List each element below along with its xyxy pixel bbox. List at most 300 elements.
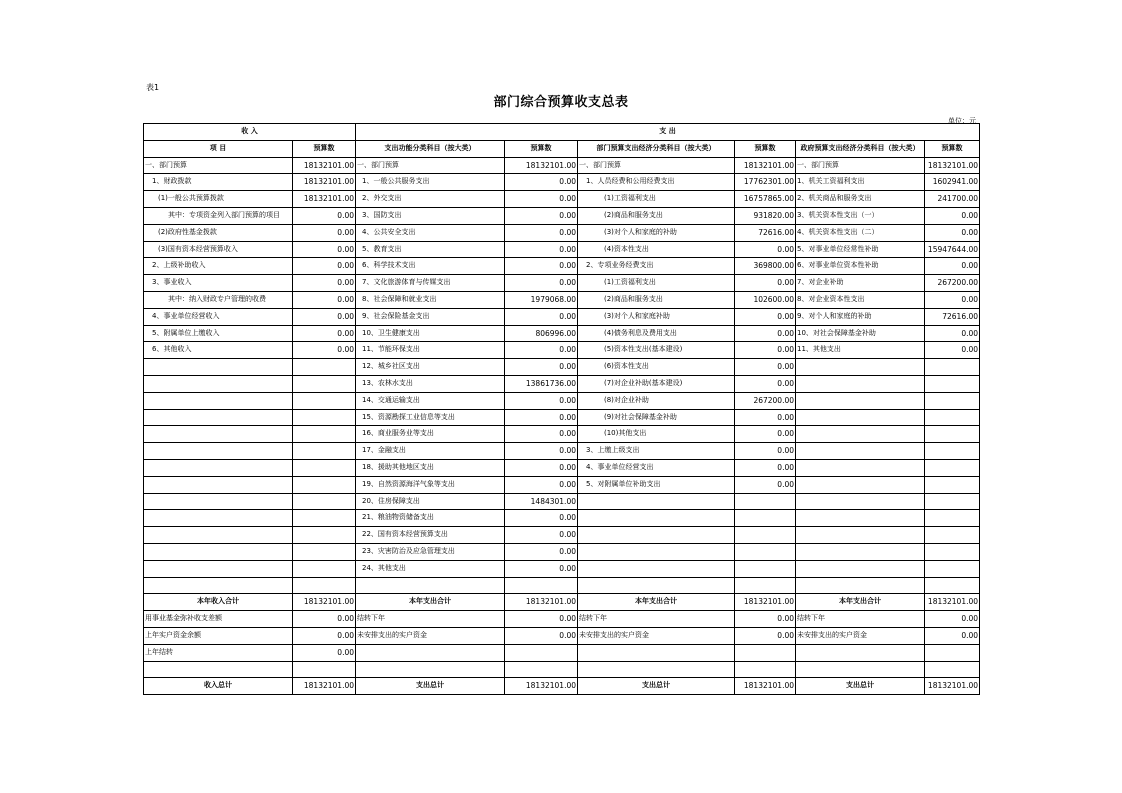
item-cell: (9)对社会保障基金补助 bbox=[578, 409, 735, 426]
amount-cell: 267200.00 bbox=[735, 392, 796, 409]
amount-cell bbox=[293, 392, 356, 409]
amount-cell: 0.00 bbox=[505, 476, 578, 493]
item-cell: 23、灾害防治及应急管理支出 bbox=[356, 543, 505, 560]
item-cell: 其中：专项资金列入部门预算的项目 bbox=[144, 207, 293, 224]
item-cell: 上年结转 bbox=[144, 644, 293, 661]
amount-cell: 1484301.00 bbox=[505, 493, 578, 510]
item-cell bbox=[144, 409, 293, 426]
table-row bbox=[144, 359, 980, 376]
amount-cell: 18132101.00 bbox=[293, 191, 356, 208]
item-cell bbox=[796, 577, 925, 594]
item-cell: 4、机关资本性支出（二） bbox=[796, 224, 925, 241]
item-cell: 支出总计 bbox=[796, 678, 925, 695]
item-cell bbox=[144, 392, 293, 409]
column-header-row bbox=[144, 140, 980, 157]
item-cell: 6、科学技术支出 bbox=[356, 258, 505, 275]
item-cell bbox=[796, 392, 925, 409]
amount-cell: 0.00 bbox=[505, 510, 578, 527]
table-row bbox=[144, 275, 980, 292]
amount-cell bbox=[925, 409, 980, 426]
item-cell: 本年收入合计 bbox=[144, 594, 293, 611]
table-row bbox=[144, 157, 980, 174]
item-cell bbox=[578, 577, 735, 594]
item-cell: 14、交通运输支出 bbox=[356, 392, 505, 409]
amount-cell bbox=[925, 527, 980, 544]
table-row bbox=[144, 611, 980, 628]
amount-cell: 18132101.00 bbox=[293, 594, 356, 611]
item-cell bbox=[796, 426, 925, 443]
amount-cell: 0.00 bbox=[293, 291, 356, 308]
section-header-row bbox=[144, 124, 980, 141]
amount-cell: 0.00 bbox=[293, 627, 356, 644]
item-cell bbox=[578, 661, 735, 678]
amount-cell bbox=[925, 510, 980, 527]
table-row bbox=[144, 342, 980, 359]
amount-cell bbox=[735, 560, 796, 577]
amount-cell: 预算数 bbox=[293, 140, 356, 157]
amount-cell bbox=[925, 476, 980, 493]
item-cell: (2)商品和服务支出 bbox=[578, 207, 735, 224]
item-cell: 部门预算支出经济分类科目（按大类） bbox=[578, 140, 735, 157]
amount-cell: 0.00 bbox=[735, 443, 796, 460]
amount-cell: 0.00 bbox=[735, 275, 796, 292]
item-cell: 上年实户资金余额 bbox=[144, 627, 293, 644]
amount-cell bbox=[293, 661, 356, 678]
item-cell bbox=[578, 493, 735, 510]
table-row bbox=[144, 543, 980, 560]
amount-cell: 0.00 bbox=[293, 308, 356, 325]
item-cell: 4、事业单位经营收入 bbox=[144, 308, 293, 325]
item-cell bbox=[578, 510, 735, 527]
amount-cell: 1979068.00 bbox=[505, 291, 578, 308]
table-row bbox=[144, 241, 980, 258]
item-cell: 11、其他支出 bbox=[796, 342, 925, 359]
amount-cell: 18132101.00 bbox=[505, 678, 578, 695]
amount-cell bbox=[735, 493, 796, 510]
item-cell: 4、公共安全支出 bbox=[356, 224, 505, 241]
item-cell: 6、其他收入 bbox=[144, 342, 293, 359]
item-cell: 结转下年 bbox=[356, 611, 505, 628]
item-cell: (1)工资福利支出 bbox=[578, 191, 735, 208]
page-label: 表1 bbox=[146, 83, 160, 92]
table-row bbox=[144, 560, 980, 577]
amount-cell: 0.00 bbox=[505, 459, 578, 476]
amount-cell: 0.00 bbox=[505, 342, 578, 359]
amount-cell bbox=[735, 661, 796, 678]
amount-cell: 0.00 bbox=[505, 392, 578, 409]
amount-cell: 0.00 bbox=[505, 275, 578, 292]
item-cell bbox=[144, 560, 293, 577]
amount-cell bbox=[925, 661, 980, 678]
amount-cell bbox=[293, 426, 356, 443]
amount-cell: 18132101.00 bbox=[293, 157, 356, 174]
item-cell bbox=[144, 661, 293, 678]
amount-cell: 0.00 bbox=[735, 325, 796, 342]
grand-total-row bbox=[144, 678, 980, 695]
item-cell bbox=[144, 527, 293, 544]
item-cell: 22、国有资本经营预算支出 bbox=[356, 527, 505, 544]
table-row bbox=[144, 224, 980, 241]
amount-cell: 0.00 bbox=[735, 308, 796, 325]
budget-summary-table bbox=[143, 123, 980, 695]
item-cell: 4、事业单位经营支出 bbox=[578, 459, 735, 476]
amount-cell: 预算数 bbox=[735, 140, 796, 157]
amount-cell bbox=[925, 392, 980, 409]
item-cell bbox=[144, 577, 293, 594]
item-cell: 未安排支出的实户资金 bbox=[578, 627, 735, 644]
amount-cell: 18132101.00 bbox=[735, 157, 796, 174]
table-row bbox=[144, 291, 980, 308]
amount-cell: 72616.00 bbox=[925, 308, 980, 325]
item-cell bbox=[144, 510, 293, 527]
item-cell: 10、对社会保障基金补助 bbox=[796, 325, 925, 342]
amount-cell: 0.00 bbox=[293, 611, 356, 628]
amount-cell bbox=[293, 443, 356, 460]
item-cell bbox=[796, 359, 925, 376]
item-cell: 17、金融支出 bbox=[356, 443, 505, 460]
table-row bbox=[144, 493, 980, 510]
item-cell: 13、农林水支出 bbox=[356, 375, 505, 392]
amount-cell: 0.00 bbox=[735, 409, 796, 426]
amount-cell bbox=[925, 359, 980, 376]
table-row bbox=[144, 459, 980, 476]
item-cell bbox=[796, 409, 925, 426]
amount-cell bbox=[735, 644, 796, 661]
item-cell: 本年支出合计 bbox=[578, 594, 735, 611]
amount-cell bbox=[925, 443, 980, 460]
amount-cell: 预算数 bbox=[505, 140, 578, 157]
amount-cell: 931820.00 bbox=[735, 207, 796, 224]
table-row bbox=[144, 510, 980, 527]
item-cell: 结转下年 bbox=[796, 611, 925, 628]
item-cell: 21、粮油物资储备支出 bbox=[356, 510, 505, 527]
amount-cell bbox=[735, 527, 796, 544]
item-cell: 5、对附属单位补助支出 bbox=[578, 476, 735, 493]
amount-cell: 0.00 bbox=[293, 207, 356, 224]
item-cell bbox=[578, 543, 735, 560]
amount-cell bbox=[925, 644, 980, 661]
amount-cell: 18132101.00 bbox=[735, 678, 796, 695]
amount-cell: 369800.00 bbox=[735, 258, 796, 275]
amount-cell: 0.00 bbox=[505, 207, 578, 224]
amount-cell bbox=[505, 577, 578, 594]
item-cell bbox=[356, 577, 505, 594]
table-row bbox=[144, 627, 980, 644]
item-cell: 24、其他支出 bbox=[356, 560, 505, 577]
amount-cell: 0.00 bbox=[505, 174, 578, 191]
amount-cell bbox=[293, 543, 356, 560]
amount-cell: 0.00 bbox=[505, 611, 578, 628]
amount-cell: 0.00 bbox=[505, 241, 578, 258]
item-cell: 一、部门预算 bbox=[144, 157, 293, 174]
amount-cell bbox=[293, 459, 356, 476]
table-row bbox=[144, 191, 980, 208]
amount-cell bbox=[293, 560, 356, 577]
amount-cell: 1602941.00 bbox=[925, 174, 980, 191]
amount-cell: 0.00 bbox=[505, 191, 578, 208]
amount-cell: 0.00 bbox=[925, 207, 980, 224]
item-cell bbox=[144, 476, 293, 493]
amount-cell: 0.00 bbox=[505, 426, 578, 443]
item-cell bbox=[796, 443, 925, 460]
item-cell: (3)对个人和家庭的补助 bbox=[578, 224, 735, 241]
amount-cell: 0.00 bbox=[735, 359, 796, 376]
item-cell: 5、附属单位上缴收入 bbox=[144, 325, 293, 342]
amount-cell: 0.00 bbox=[505, 627, 578, 644]
amount-cell: 0.00 bbox=[735, 241, 796, 258]
item-cell bbox=[144, 426, 293, 443]
item-cell: 5、教育支出 bbox=[356, 241, 505, 258]
amount-cell: 17762301.00 bbox=[735, 174, 796, 191]
item-cell: (4)资本性支出 bbox=[578, 241, 735, 258]
item-cell: 3、上缴上级支出 bbox=[578, 443, 735, 460]
item-cell: 支出功能分类科目（按大类） bbox=[356, 140, 505, 157]
amount-cell: 18132101.00 bbox=[505, 594, 578, 611]
table-row bbox=[144, 644, 980, 661]
item-cell: 未安排支出的实户资金 bbox=[356, 627, 505, 644]
item-cell: 11、节能环保支出 bbox=[356, 342, 505, 359]
item-cell: 其中：纳入财政专户管理的收费 bbox=[144, 291, 293, 308]
amount-cell: 0.00 bbox=[735, 342, 796, 359]
item-cell: (7)对企业补助(基本建设) bbox=[578, 375, 735, 392]
table-row bbox=[144, 409, 980, 426]
item-cell bbox=[144, 443, 293, 460]
amount-cell: 0.00 bbox=[505, 308, 578, 325]
amount-cell bbox=[735, 543, 796, 560]
item-cell: 3、国防支出 bbox=[356, 207, 505, 224]
item-cell: 18、援助其他地区支出 bbox=[356, 459, 505, 476]
amount-cell: 72616.00 bbox=[735, 224, 796, 241]
item-cell: 2、外交支出 bbox=[356, 191, 505, 208]
amount-cell bbox=[735, 577, 796, 594]
expense-section-header: 支 出 bbox=[356, 124, 980, 141]
amount-cell: 806996.00 bbox=[505, 325, 578, 342]
item-cell bbox=[796, 560, 925, 577]
item-cell bbox=[144, 493, 293, 510]
item-cell bbox=[578, 644, 735, 661]
item-cell bbox=[796, 476, 925, 493]
item-cell: 1、人员经费和公用经费支出 bbox=[578, 174, 735, 191]
amount-cell: 0.00 bbox=[505, 409, 578, 426]
item-cell: 12、城乡社区支出 bbox=[356, 359, 505, 376]
item-cell: 9、社会保险基金支出 bbox=[356, 308, 505, 325]
amount-cell: 0.00 bbox=[925, 291, 980, 308]
amount-cell bbox=[293, 527, 356, 544]
report-title: 部门综合预算收支总表 bbox=[493, 95, 629, 110]
item-cell bbox=[578, 560, 735, 577]
amount-cell bbox=[293, 409, 356, 426]
item-cell: 3、机关资本性支出（一） bbox=[796, 207, 925, 224]
amount-cell: 0.00 bbox=[925, 611, 980, 628]
amount-cell bbox=[293, 476, 356, 493]
amount-cell: 0.00 bbox=[293, 275, 356, 292]
amount-cell: 18132101.00 bbox=[505, 157, 578, 174]
amount-cell bbox=[293, 359, 356, 376]
amount-cell: 0.00 bbox=[505, 443, 578, 460]
item-cell: 2、上级补助收入 bbox=[144, 258, 293, 275]
table-row bbox=[144, 392, 980, 409]
item-cell bbox=[796, 644, 925, 661]
amount-cell: 0.00 bbox=[505, 224, 578, 241]
item-cell: (1)工资福利支出 bbox=[578, 275, 735, 292]
amount-cell: 0.00 bbox=[735, 375, 796, 392]
item-cell: 一、部门预算 bbox=[578, 157, 735, 174]
amount-cell bbox=[505, 661, 578, 678]
item-cell: 2、机关商品和服务支出 bbox=[796, 191, 925, 208]
item-cell: 1、财政拨款 bbox=[144, 174, 293, 191]
item-cell bbox=[796, 459, 925, 476]
item-cell bbox=[144, 375, 293, 392]
item-cell: 未安排支出的实户资金 bbox=[796, 627, 925, 644]
amount-cell: 0.00 bbox=[293, 644, 356, 661]
amount-cell: 0.00 bbox=[925, 224, 980, 241]
item-cell: 1、机关工资福利支出 bbox=[796, 174, 925, 191]
item-cell: 3、事业收入 bbox=[144, 275, 293, 292]
amount-cell: 0.00 bbox=[925, 325, 980, 342]
amount-cell: 0.00 bbox=[293, 342, 356, 359]
amount-cell: 13861736.00 bbox=[505, 375, 578, 392]
table-row bbox=[144, 661, 980, 678]
item-cell: (2)政府性基金拨款 bbox=[144, 224, 293, 241]
amount-cell: 0.00 bbox=[293, 241, 356, 258]
item-cell bbox=[578, 527, 735, 544]
amount-cell bbox=[925, 375, 980, 392]
item-cell: 7、对企业补助 bbox=[796, 275, 925, 292]
item-cell: 一、部门预算 bbox=[356, 157, 505, 174]
year-total-row bbox=[144, 594, 980, 611]
table-row bbox=[144, 375, 980, 392]
item-cell: (5)资本性支出(基本建设) bbox=[578, 342, 735, 359]
item-cell: 政府预算支出经济分类科目（按大类） bbox=[796, 140, 925, 157]
item-cell: 16、商业服务业等支出 bbox=[356, 426, 505, 443]
amount-cell: 预算数 bbox=[925, 140, 980, 157]
amount-cell: 18132101.00 bbox=[735, 594, 796, 611]
income-section-header: 收 入 bbox=[144, 124, 356, 141]
item-cell: (1)一般公共预算拨款 bbox=[144, 191, 293, 208]
amount-cell: 0.00 bbox=[735, 426, 796, 443]
item-cell bbox=[796, 510, 925, 527]
item-cell: 15、资源勘探工业信息等支出 bbox=[356, 409, 505, 426]
table-row bbox=[144, 426, 980, 443]
item-cell: 19、自然资源海洋气象等支出 bbox=[356, 476, 505, 493]
item-cell: 一、部门预算 bbox=[796, 157, 925, 174]
item-cell bbox=[356, 661, 505, 678]
amount-cell: 15947644.00 bbox=[925, 241, 980, 258]
amount-cell: 0.00 bbox=[925, 258, 980, 275]
item-cell: 项 目 bbox=[144, 140, 293, 157]
item-cell: 10、卫生健康支出 bbox=[356, 325, 505, 342]
table-row bbox=[144, 325, 980, 342]
amount-cell: 102600.00 bbox=[735, 291, 796, 308]
amount-cell bbox=[505, 644, 578, 661]
item-cell: 9、对个人和家庭的补助 bbox=[796, 308, 925, 325]
amount-cell: 18132101.00 bbox=[293, 678, 356, 695]
amount-cell: 18132101.00 bbox=[293, 174, 356, 191]
amount-cell: 0.00 bbox=[505, 359, 578, 376]
item-cell bbox=[356, 644, 505, 661]
amount-cell bbox=[925, 426, 980, 443]
amount-cell bbox=[293, 577, 356, 594]
amount-cell bbox=[925, 560, 980, 577]
item-cell: (3)国有资本经营预算收入 bbox=[144, 241, 293, 258]
amount-cell: 0.00 bbox=[505, 258, 578, 275]
amount-cell: 0.00 bbox=[293, 258, 356, 275]
amount-cell bbox=[925, 493, 980, 510]
table-row bbox=[144, 207, 980, 224]
amount-cell: 0.00 bbox=[925, 342, 980, 359]
item-cell: 结转下年 bbox=[578, 611, 735, 628]
item-cell: (8)对企业补助 bbox=[578, 392, 735, 409]
item-cell: 收入总计 bbox=[144, 678, 293, 695]
item-cell: 7、文化旅游体育与传媒支出 bbox=[356, 275, 505, 292]
amount-cell bbox=[293, 375, 356, 392]
item-cell: 6、对事业单位资本性补助 bbox=[796, 258, 925, 275]
item-cell: (10)其他支出 bbox=[578, 426, 735, 443]
amount-cell: 0.00 bbox=[505, 560, 578, 577]
table-row bbox=[144, 443, 980, 460]
table-row bbox=[144, 308, 980, 325]
amount-cell bbox=[293, 510, 356, 527]
item-cell: (4)债务利息及费用支出 bbox=[578, 325, 735, 342]
item-cell: 8、社会保障和就业支出 bbox=[356, 291, 505, 308]
item-cell: 本年支出合计 bbox=[796, 594, 925, 611]
table-row bbox=[144, 258, 980, 275]
table-row bbox=[144, 174, 980, 191]
item-cell bbox=[796, 661, 925, 678]
item-cell: 用事业基金弥补收支差额 bbox=[144, 611, 293, 628]
amount-cell: 0.00 bbox=[735, 476, 796, 493]
amount-cell: 18132101.00 bbox=[925, 594, 980, 611]
item-cell bbox=[144, 459, 293, 476]
amount-cell: 18132101.00 bbox=[925, 157, 980, 174]
amount-cell: 18132101.00 bbox=[925, 678, 980, 695]
table-row bbox=[144, 527, 980, 544]
amount-cell: 0.00 bbox=[735, 611, 796, 628]
item-cell: (3)对个人和家庭补助 bbox=[578, 308, 735, 325]
item-cell: 支出总计 bbox=[356, 678, 505, 695]
amount-cell: 0.00 bbox=[735, 459, 796, 476]
amount-cell: 0.00 bbox=[293, 325, 356, 342]
amount-cell: 0.00 bbox=[293, 224, 356, 241]
amount-cell bbox=[293, 493, 356, 510]
item-cell: 本年支出合计 bbox=[356, 594, 505, 611]
table-row bbox=[144, 577, 980, 594]
amount-cell bbox=[735, 510, 796, 527]
amount-cell: 0.00 bbox=[505, 527, 578, 544]
table-row bbox=[144, 476, 980, 493]
amount-cell bbox=[925, 459, 980, 476]
item-cell: 5、对事业单位经常性补助 bbox=[796, 241, 925, 258]
amount-cell: 0.00 bbox=[925, 627, 980, 644]
amount-cell bbox=[925, 577, 980, 594]
item-cell bbox=[796, 527, 925, 544]
item-cell bbox=[796, 493, 925, 510]
amount-cell: 16757865.00 bbox=[735, 191, 796, 208]
item-cell bbox=[796, 375, 925, 392]
amount-cell: 267200.00 bbox=[925, 275, 980, 292]
item-cell bbox=[144, 359, 293, 376]
amount-cell: 0.00 bbox=[735, 627, 796, 644]
item-cell: (2)商品和服务支出 bbox=[578, 291, 735, 308]
unit-label: 单位：元 bbox=[948, 117, 976, 125]
amount-cell bbox=[925, 543, 980, 560]
item-cell bbox=[144, 543, 293, 560]
item-cell: 支出总计 bbox=[578, 678, 735, 695]
item-cell bbox=[796, 543, 925, 560]
item-cell: 1、一般公共服务支出 bbox=[356, 174, 505, 191]
item-cell: (6)资本性支出 bbox=[578, 359, 735, 376]
item-cell: 2、专项业务经费支出 bbox=[578, 258, 735, 275]
